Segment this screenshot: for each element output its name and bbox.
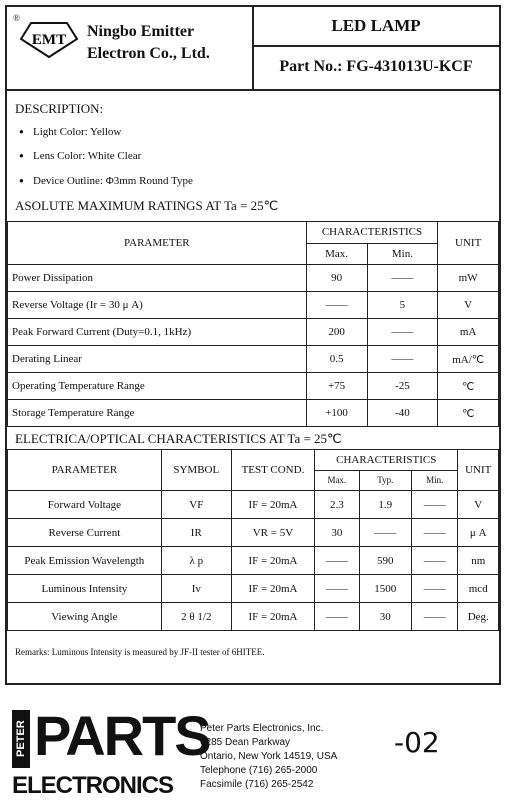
table-row (8, 603, 499, 631)
row-max: —— (315, 603, 360, 631)
row-symbol: Iv (161, 575, 231, 603)
registered-mark: ® (13, 13, 20, 23)
col-test-cond: TEST COND. (231, 450, 314, 491)
row-test: IF = 20mA (231, 547, 314, 575)
description-item: ● Light Color: Yellow (33, 126, 121, 138)
footer (0, 700, 510, 807)
row-max: —— (315, 547, 360, 575)
row-max: +100 (306, 400, 367, 427)
row-max: +75 (306, 373, 367, 400)
row-unit: mA/℃ (438, 346, 499, 373)
table-row (8, 346, 499, 373)
emt-logo-icon (17, 19, 81, 59)
row-min: —— (411, 603, 458, 631)
row-min: —— (411, 491, 458, 519)
row-param: Power Dissipation (8, 265, 307, 292)
col-max: Max. (315, 470, 360, 491)
remarks: Remarks: Luminous Intensity is measured by JF-II tester of 6HITEE. (15, 647, 265, 657)
row-typ: 590 (359, 547, 411, 575)
row-unit: ℃ (438, 400, 499, 427)
electro-optical-heading: ELECTRICA/OPTICAL CHARACTERISTICS AT Ta = 25℃ (15, 431, 342, 446)
peter-parts-logo (6, 704, 210, 799)
row-min: —— (411, 575, 458, 603)
company-block (7, 7, 254, 89)
row-symbol: 2 θ 1/2 (161, 603, 231, 631)
abs-max-table (7, 221, 499, 427)
row-typ: 30 (359, 603, 411, 631)
row-unit: Deg. (458, 603, 499, 631)
description-item: ● Lens Color: White Clear (33, 150, 141, 162)
row-max: 90 (306, 265, 367, 292)
row-max: 2.3 (315, 491, 360, 519)
electro-optical-table (7, 449, 499, 631)
row-symbol: λ p (161, 547, 231, 575)
row-max: —— (306, 292, 367, 319)
row-param: Peak Forward Current (Duty=0.1, 1kHz) (8, 319, 307, 346)
row-param: Luminous Intensity (8, 575, 162, 603)
row-unit: mW (438, 265, 499, 292)
col-characteristics: CHARACTERISTICS (315, 450, 458, 471)
row-max: 0.5 (306, 346, 367, 373)
company-name (87, 21, 210, 65)
row-unit: V (458, 491, 499, 519)
table-row (8, 373, 499, 400)
table-row (8, 547, 499, 575)
address-line: 6285 Dean Parkway (200, 737, 291, 748)
col-unit: UNIT (438, 222, 499, 265)
col-min: Min. (367, 243, 438, 265)
address-line: Ontario, New York 14519, USA (200, 751, 338, 762)
row-max: 200 (306, 319, 367, 346)
address-block (200, 722, 337, 792)
col-unit: UNIT (458, 450, 499, 491)
row-min: —— (367, 265, 438, 292)
row-max: 30 (315, 519, 360, 547)
col-min: Min. (411, 470, 458, 491)
brand-sub: ELECTRONICS (12, 772, 174, 799)
company-line-2: Electron Co., Ltd. (87, 45, 210, 62)
table-row (8, 400, 499, 427)
table-row (8, 319, 499, 346)
row-unit: V (438, 292, 499, 319)
table-row (8, 265, 499, 292)
abs-max-heading: ASOLUTE MAXIMUM RATINGS AT Ta = 25℃ (15, 198, 279, 213)
row-unit: μ A (458, 519, 499, 547)
row-test: IF = 20mA (231, 603, 314, 631)
row-param: Reverse Current (8, 519, 162, 547)
address-line: Telephone (716) 265-2000 (200, 765, 318, 776)
header (7, 7, 499, 91)
document-title: LED LAMP (253, 7, 499, 47)
row-typ: 1.9 (359, 491, 411, 519)
row-unit: nm (458, 547, 499, 575)
brand-main: PARTS (34, 704, 210, 767)
row-symbol: IR (161, 519, 231, 547)
table-row (8, 292, 499, 319)
col-typ: Typ. (359, 470, 411, 491)
row-test: IF = 20mA (231, 575, 314, 603)
col-characteristics: CHARACTERISTICS (306, 222, 438, 244)
brand-vertical: PETER (12, 710, 30, 768)
row-param: Reverse Voltage (Ir = 30 μ A) (8, 292, 307, 319)
row-min: 5 (367, 292, 438, 319)
row-param: Viewing Angle (8, 603, 162, 631)
row-symbol: VF (161, 491, 231, 519)
logo-text: EMT (31, 32, 67, 48)
col-symbol: SYMBOL (161, 450, 231, 491)
row-test: IF = 20mA (231, 491, 314, 519)
row-typ: 1500 (359, 575, 411, 603)
table-row (8, 575, 499, 603)
datasheet (5, 5, 501, 685)
row-unit: mA (438, 319, 499, 346)
description-item: ● Device Outline: Φ3mm Round Type (33, 175, 193, 187)
row-min: -25 (367, 373, 438, 400)
row-param: Operating Temperature Range (8, 373, 307, 400)
row-test: VR = 5V (231, 519, 314, 547)
row-min: —— (367, 346, 438, 373)
row-max: —— (315, 575, 360, 603)
col-max: Max. (306, 243, 367, 265)
row-min: -40 (367, 400, 438, 427)
row-min: —— (411, 547, 458, 575)
table-row (8, 519, 499, 547)
address-line: Facsimile (716) 265-2542 (200, 779, 314, 790)
row-param: Derating Linear (8, 346, 307, 373)
row-param: Peak Emission Wavelength (8, 547, 162, 575)
company-line-1: Ningbo Emitter (87, 23, 195, 40)
row-unit: mcd (458, 575, 499, 603)
part-number: Part No.: FG-431013U-KCF (279, 58, 473, 75)
col-parameter: PARAMETER (8, 222, 307, 265)
col-parameter: PARAMETER (8, 450, 162, 491)
row-min: —— (367, 319, 438, 346)
row-min: —— (411, 519, 458, 547)
address-line: Peter Parts Electronics, Inc. (200, 723, 324, 734)
row-typ: —— (359, 519, 411, 547)
row-param: Forward Voltage (8, 491, 162, 519)
table-row (8, 491, 499, 519)
handwritten-note: -02 (394, 726, 440, 759)
description-heading: DESCRIPTION: (15, 101, 104, 116)
row-param: Storage Temperature Range (8, 400, 307, 427)
row-unit: ℃ (438, 373, 499, 400)
